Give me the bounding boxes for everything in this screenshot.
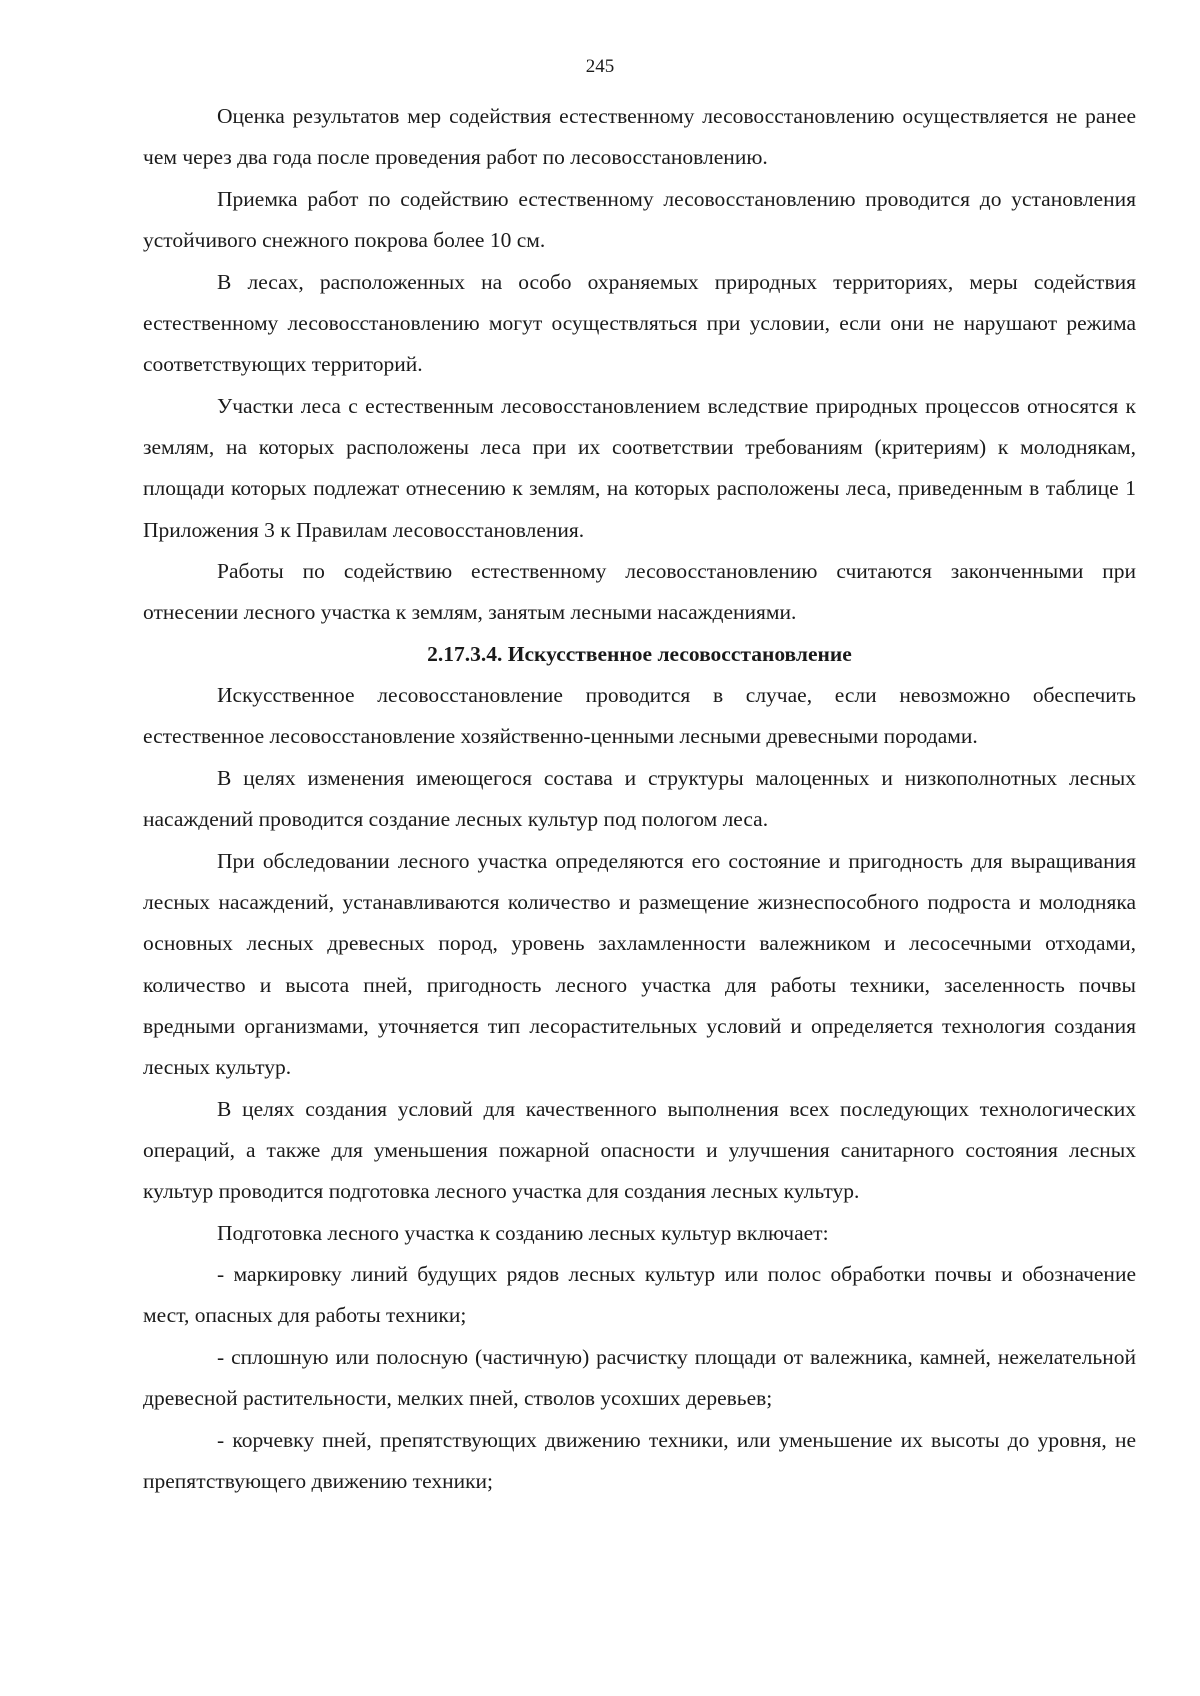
- page-number: 245: [585, 56, 615, 77]
- paragraph-works-completed: Работы по содействию естественному лесовосстановлению считаются законченными при отнесении лесного участка к землям, занятым лесными насаждениями.: [143, 559, 1136, 625]
- paragraph-protected-areas: В лесах, расположенных на особо охраняемых природных территориях, меры содействия естественному лесовосстановлению могут осуществляться при условии, если они не нарушают режима соответствующих территорий.: [143, 269, 1136, 377]
- paragraph-natural-regeneration: Участки леса с естественным лесовосстановлением вследствие природных процессов относятся к землям, на которых расположены леса при их соответствии требованиям (критериям) к молоднякам, площади которых подлежат отнесению к землям, на которых расположены леса, приведенным в таблице 1 Приложения 3 к Правилам лесовосстановления.: [143, 393, 1136, 542]
- paragraph-preparation-includes: Подготовка лесного участка к созданию лесных культур включает:: [217, 1220, 829, 1245]
- list-item-clearing: - сплошную или полосную (частичную) расчистку площади от валежника, камней, нежелательной древесной растительности, мелких пней, стволов усохших деревьев;: [143, 1344, 1136, 1411]
- paragraph-under-canopy: В целях изменения имеющегося состава и структуры малоценных и низкополнотных лесных насаждений проводится создание лесных культур под пологом леса.: [143, 765, 1136, 832]
- list-item-marking: - маркировку линий будущих рядов лесных культур или полос обработки почвы и обозначение мест, опасных для работы техники;: [143, 1262, 1136, 1328]
- paragraph-acceptance: Приемка работ по содействию естественному лесовосстановлению проводится до установления устойчивого снежного покрова более 10 см.: [143, 186, 1136, 253]
- paragraph-survey: При обследовании лесного участка определяются его состояние и пригодность для выращивания лесных насаждений, устанавливаются количество и размещение жизнеспособного подроста и молодняка основных лесных древесных пород, уровень захламленности валежником и лесосечными отходами, количество и высота пней, пригодность лесного участка для работы техники, заселенность почвы вредными организмами, уточняется тип лесорастительных условий и определяется технология создания лесных культур.: [143, 848, 1136, 1080]
- paragraph-site-preparation: В целях создания условий для качественного выполнения всех последующих технологических операций, а также для уменьшения пожарной опасности и улучшения санитарного состояния лесных культур проводится подготовка лесного участка для создания лесных культур.: [143, 1096, 1136, 1204]
- paragraph-artificial-regeneration: Искусственное лесовосстановление проводится в случае, если невозможно обеспечить естественное лесовосстановление хозяйственно-ценными лесными древесными породами.: [143, 683, 1136, 749]
- document-body: [143, 96, 1136, 1503]
- list-item-stump-removal: - корчевку пней, препятствующих движению техники, или уменьшение их высоты до уровня, не препятствующего движению техники;: [143, 1427, 1136, 1494]
- paragraph-assessment: Оценка результатов мер содействия естественному лесовосстановлению осуществляется не ранее чем через два года после проведения работ по лесовосстановлению.: [143, 104, 1136, 170]
- section-heading: 2.17.3.4. Искусственное лесовосстановление: [427, 641, 852, 666]
